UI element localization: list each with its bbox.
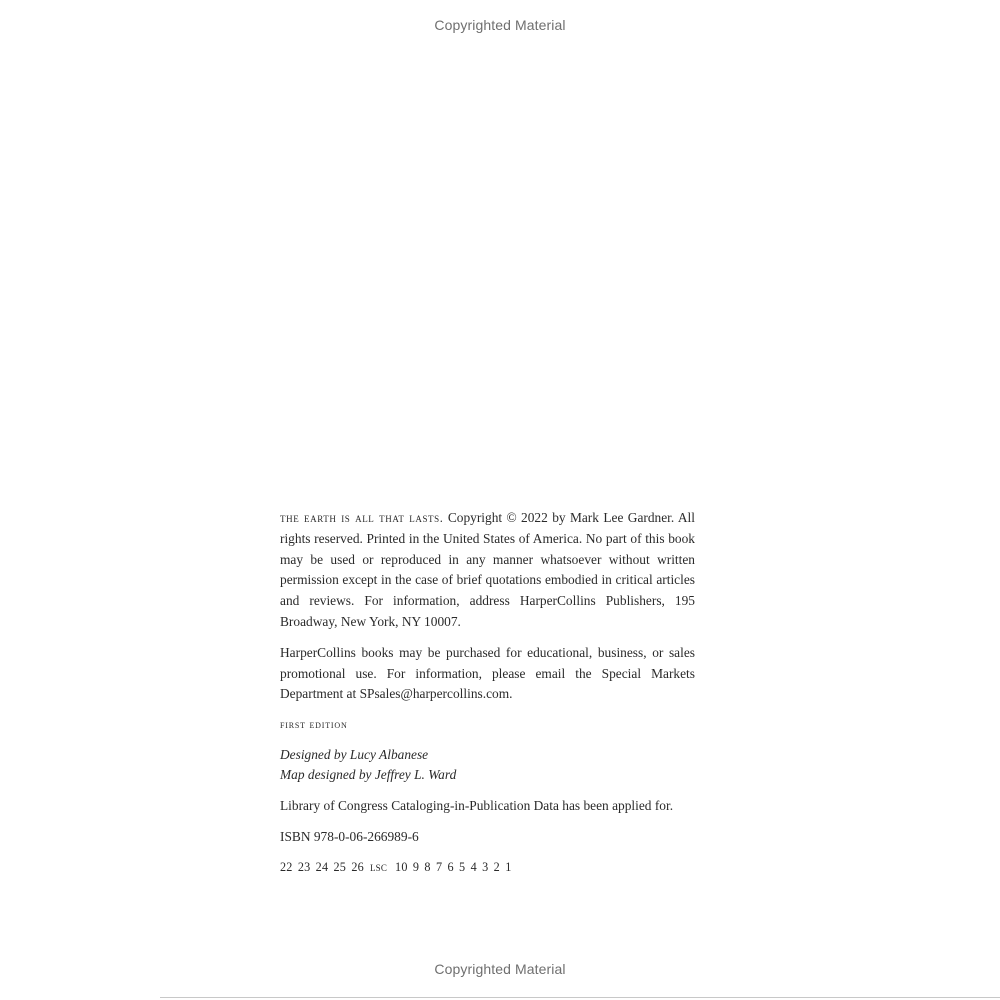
design-credits [280, 745, 695, 786]
print-numbers: 10 9 8 7 6 5 4 3 2 1 [395, 860, 512, 875]
map-designer-credit: Map designed by Jeffrey L. Ward [280, 767, 457, 783]
printer-code: lsc [369, 860, 388, 875]
designer-credit: Designed by Lucy Albanese [280, 746, 429, 762]
print-years: 22 23 24 25 26 [280, 860, 364, 875]
watermark-top: Copyrighted Material [434, 17, 566, 33]
sales-paragraph: HarperCollins books may be purchased for educational, business, or sales promotional use. For information, please email the Special Markets Department at SPsales@harpercollins.com. [280, 644, 695, 702]
edition-label: first edition [280, 718, 348, 732]
copyright-paragraph [280, 508, 695, 633]
print-line [280, 857, 695, 878]
copyright-page [280, 508, 695, 878]
isbn: ISBN 978-0-06-266989-6 [280, 828, 419, 844]
book-title: the earth is all that lasts. [280, 511, 444, 525]
page-edge-divider [160, 997, 1000, 998]
loc-cip-data: Library of Congress Cataloging-in-Publication Data has been applied for. [280, 797, 674, 813]
watermark-bottom: Copyrighted Material [434, 961, 566, 977]
copyright-text: Copyright © 2022 by Mark Lee Gardner. All rights reserved. Printed in the United States of America. No part of this book may be used or reproduced in any manner whatsoever without written permission except in the case of brief quotations embodied in critical articles and reviews. For information, address HarperCollins Publishers, 195 Broadway, New York, NY 10007. [280, 510, 695, 629]
